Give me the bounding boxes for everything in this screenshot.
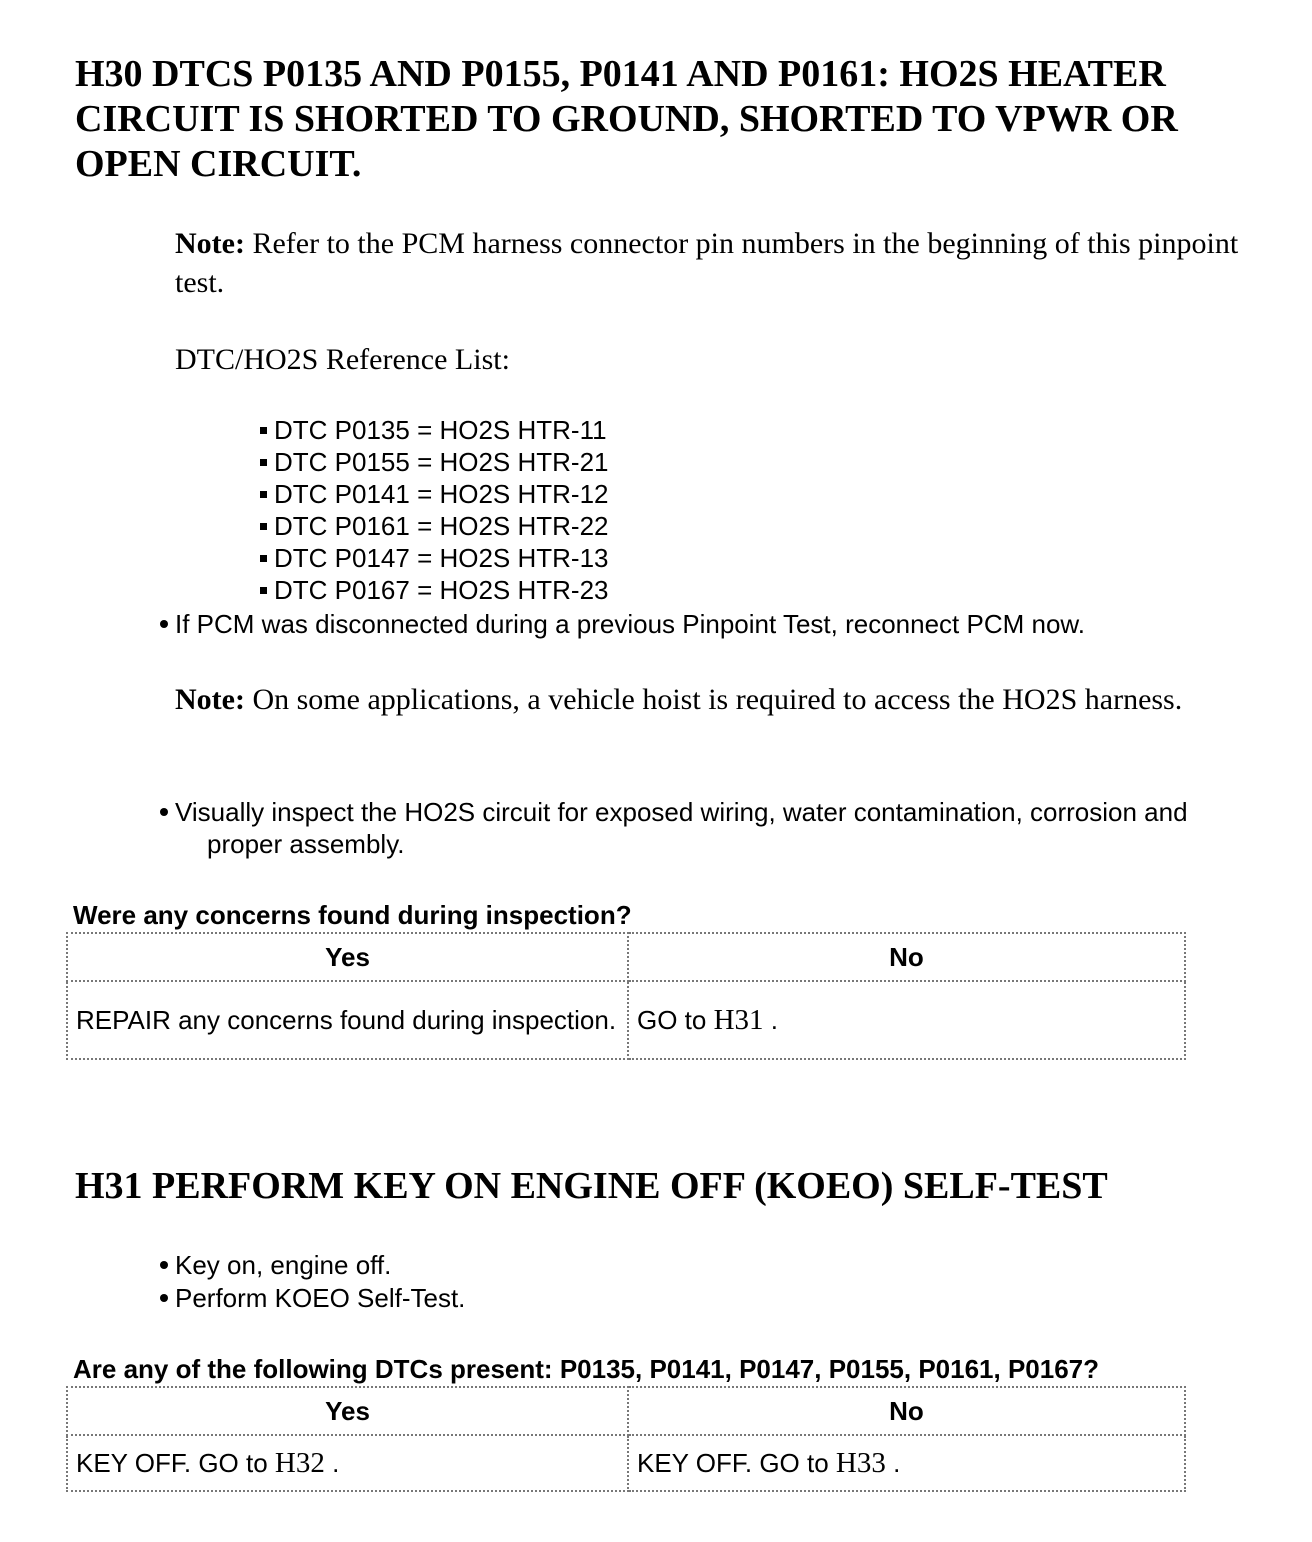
list-item: DTC P0147 = HO2S HTR-13: [258, 542, 609, 574]
no-cell-suffix: .: [763, 1005, 778, 1035]
h30-heading: H30 DTCS P0135 AND P0155, P0141 AND P0161: HO2S HEATER CIRCUIT IS SHORTED TO GROUND, SHORTED TO VPWR OR OPEN CIRCUIT.: [75, 53, 1178, 185]
yes-header: Yes: [67, 933, 628, 981]
yes-cell-suffix: .: [324, 1448, 340, 1478]
step-link-h31[interactable]: H31: [713, 1004, 764, 1036]
h31-question: Are any of the following DTCs present: P0135, P0141, P0147, P0155, P0161, P0167?: [73, 1354, 1100, 1384]
no-cell-prefix: GO to: [637, 1005, 714, 1035]
step-text: Perform KOEO Self-Test.: [175, 1283, 466, 1313]
step-text: If PCM was disconnected during a previous Pinpoint Test, reconnect PCM now.: [175, 609, 1085, 639]
yes-header: Yes: [67, 1387, 628, 1435]
h31-step-key-on: [156, 1249, 1266, 1281]
yes-cell: [67, 1435, 628, 1491]
note-label: Note:: [175, 227, 245, 260]
no-cell: [628, 1435, 1185, 1491]
step-text: Key on, engine off.: [175, 1250, 392, 1280]
note-text: On some applications, a vehicle hoist is required to access the HO2S harness.: [244, 683, 1183, 716]
yes-cell: REPAIR any concerns found during inspection.: [67, 981, 628, 1059]
note-label: Note:: [175, 683, 245, 716]
step-link-h32[interactable]: H32: [274, 1447, 325, 1479]
yes-cell-prefix: KEY OFF. GO to: [76, 1448, 275, 1478]
dtc-reference-list: [258, 414, 609, 606]
bullet-icon: [160, 620, 168, 628]
step-text-continued: proper assembly.: [207, 829, 405, 859]
step-text: Visually inspect the HO2S circuit for exposed wiring, water contamination, corrosion and: [175, 797, 1188, 827]
h31-heading: H31 PERFORM KEY ON ENGINE OFF (KOEO) SELF-TEST: [75, 1165, 1108, 1207]
h30-step-reconnect-pcm: [156, 608, 1266, 640]
bullet-icon: [160, 1294, 168, 1302]
h30-step-visual-inspect: [156, 796, 1266, 860]
step-link-h33[interactable]: H33: [835, 1447, 886, 1479]
h31-answer-table: [66, 1386, 1186, 1492]
list-item: DTC P0161 = HO2S HTR-22: [258, 510, 609, 542]
bullet-icon: [160, 1261, 168, 1269]
list-item: DTC P0135 = HO2S HTR-11: [258, 414, 609, 446]
bullet-icon: [160, 808, 168, 816]
no-header: No: [628, 933, 1185, 981]
list-item: DTC P0167 = HO2S HTR-23: [258, 574, 609, 606]
dtc-reference-list-title: DTC/HO2S Reference List:: [175, 343, 510, 376]
no-cell-suffix: .: [885, 1448, 901, 1478]
list-item: DTC P0141 = HO2S HTR-12: [258, 478, 609, 510]
h30-note-2: [175, 680, 1255, 719]
no-header: No: [628, 1387, 1185, 1435]
list-item: DTC P0155 = HO2S HTR-21: [258, 446, 609, 478]
h31-step-koeo: [156, 1282, 1266, 1314]
note-text: Refer to the PCM harness connector pin numbers in the beginning of this pinpoint test.: [175, 227, 1239, 299]
no-cell-prefix: KEY OFF. GO to: [637, 1448, 836, 1478]
h30-answer-table: [66, 932, 1186, 1060]
h30-note-1: [175, 224, 1255, 302]
no-cell: [628, 981, 1185, 1059]
h30-question: Were any concerns found during inspection?: [73, 900, 632, 930]
